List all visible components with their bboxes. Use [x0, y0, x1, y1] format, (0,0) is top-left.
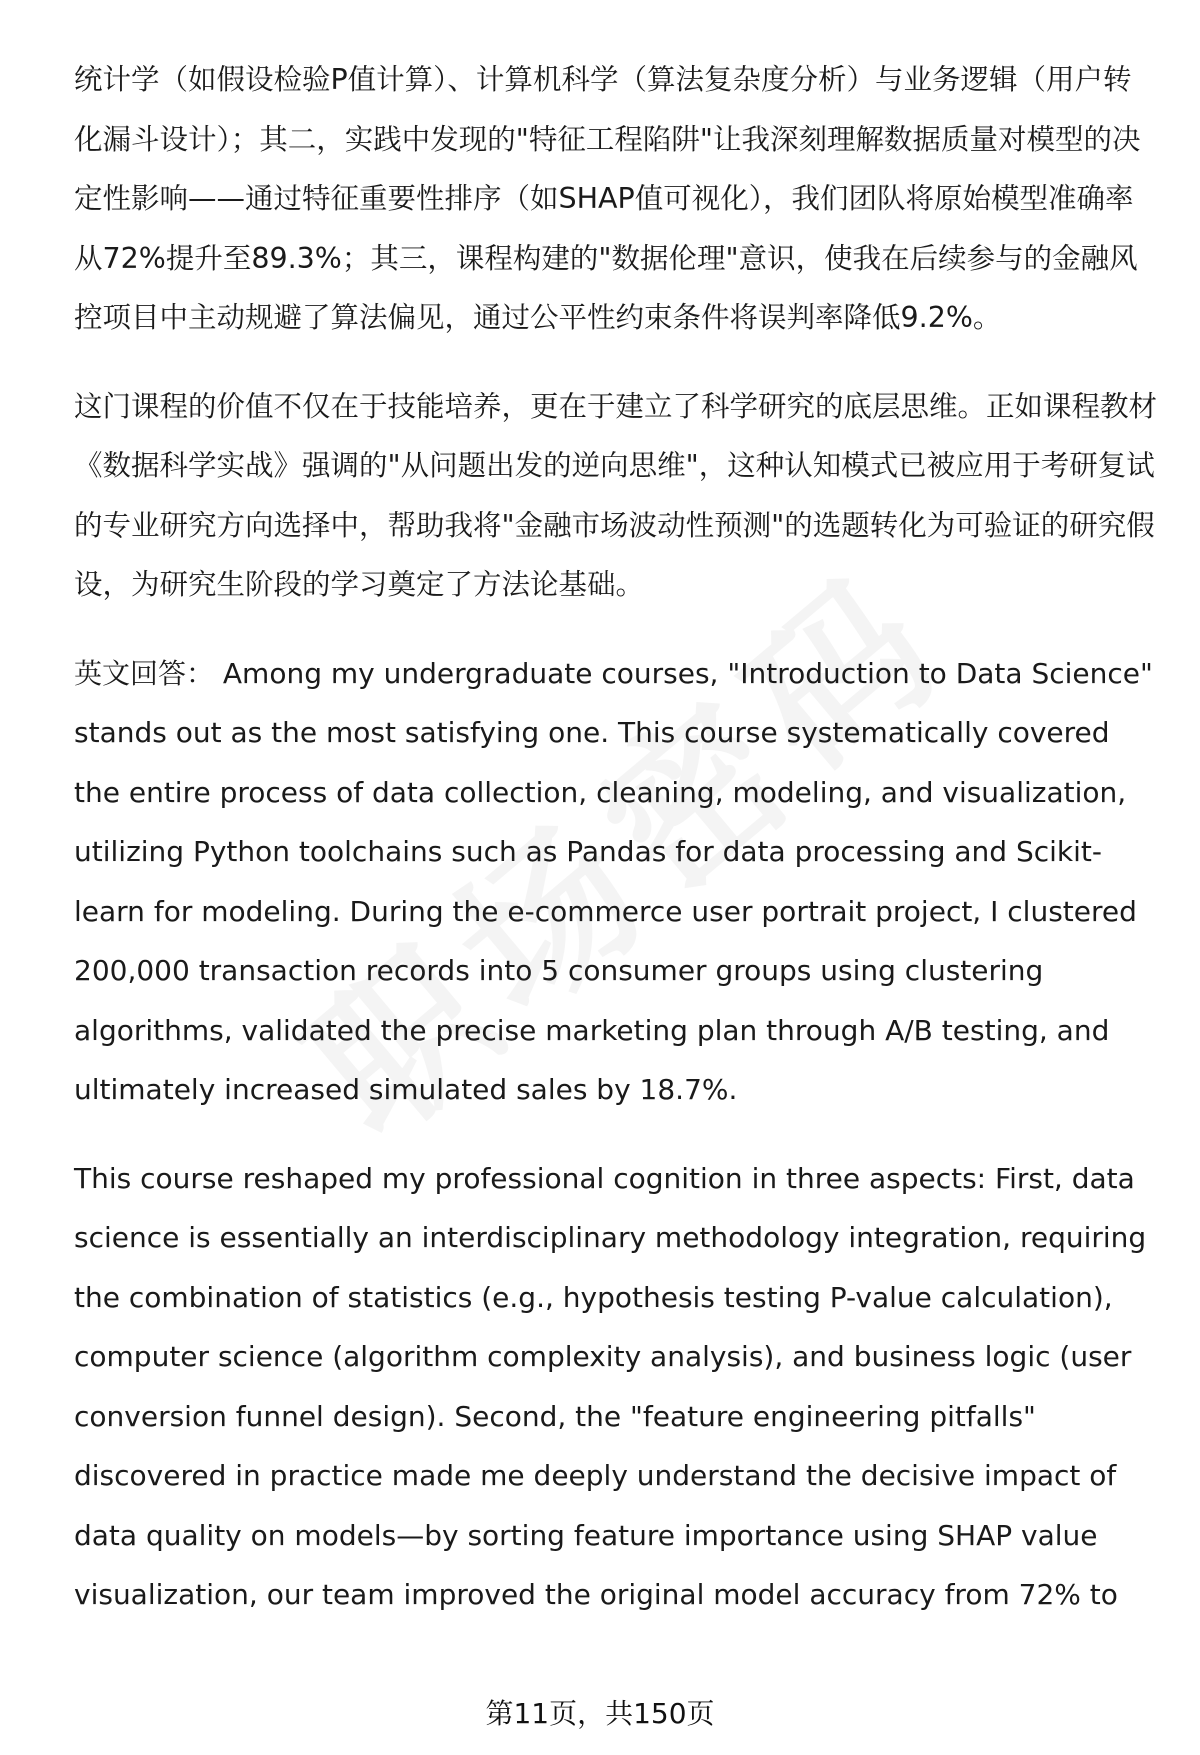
paragraph-chinese-1: 统计学（如假设检验P值计算）、计算机科学（算法复杂度分析）与业务逻辑（用户转化漏斗设计）；其二，实践中发现的"特征工程陷阱"让我深刻理解数据质量对模型的决定性影响——通过特征重要性排序（如SHAP值可视化），我们团队将原始模型准确率从72%提升至89.3%；其三，课程构建的"数据伦理"意识，使我在后续参与的金融风控项目中主动规避了算法偏见，通过公平性约束条件将误判率降低9.2%。: [74, 63, 1141, 334]
paragraph-english-2: This course reshaped my professional cognition in three aspects: First, data science is essentially an interdisciplinary methodology integration, requiring the combination of statistics (e.g., hypothesis testing P-value calculation), computer science (algorithm complexity analysis), and business logic (user conversion funnel design). Second, the "feature engineering pitfalls" discovered in practice made me deeply understand the decisive impact of data quality on models—by sorting feature importance using SHAP value visualization, our team improved the original model accuracy from 72% to: [74, 1161, 1147, 1611]
paragraph-chinese-2: 这门课程的价值不仅在于技能培养，更在于建立了科学研究的底层思维。正如课程教材《数据科学实战》强调的"从问题出发的逆向思维"，这种认知模式已被应用于考研复试的专业研究方向选择中，帮助我将"金融市场波动性预测"的选题转化为可验证的研究假设，为研究生阶段的学习奠定了方法论基础。: [74, 389, 1158, 601]
paragraph-english-answer: 英文回答： Among my undergraduate courses, "Introduction to Data Science" stands out as the most satisfying one. This course systematically covered the entire process of data collection, cleaning, modeling, and visualization, utilizing Python toolchains such as Pandas for data processing and Scikit-learn for modeling. During the e-commerce user portrait project, I clustered 200,000 transaction records into 5 consumer groups using clustering algorithms, validated the precise marketing plan through A/B testing, and ultimately increased simulated sales by 18.7%.: [74, 656, 1153, 1106]
document-body: [74, 50, 1159, 1625]
page-number-footer: 第11页，共150页: [485, 1697, 715, 1730]
